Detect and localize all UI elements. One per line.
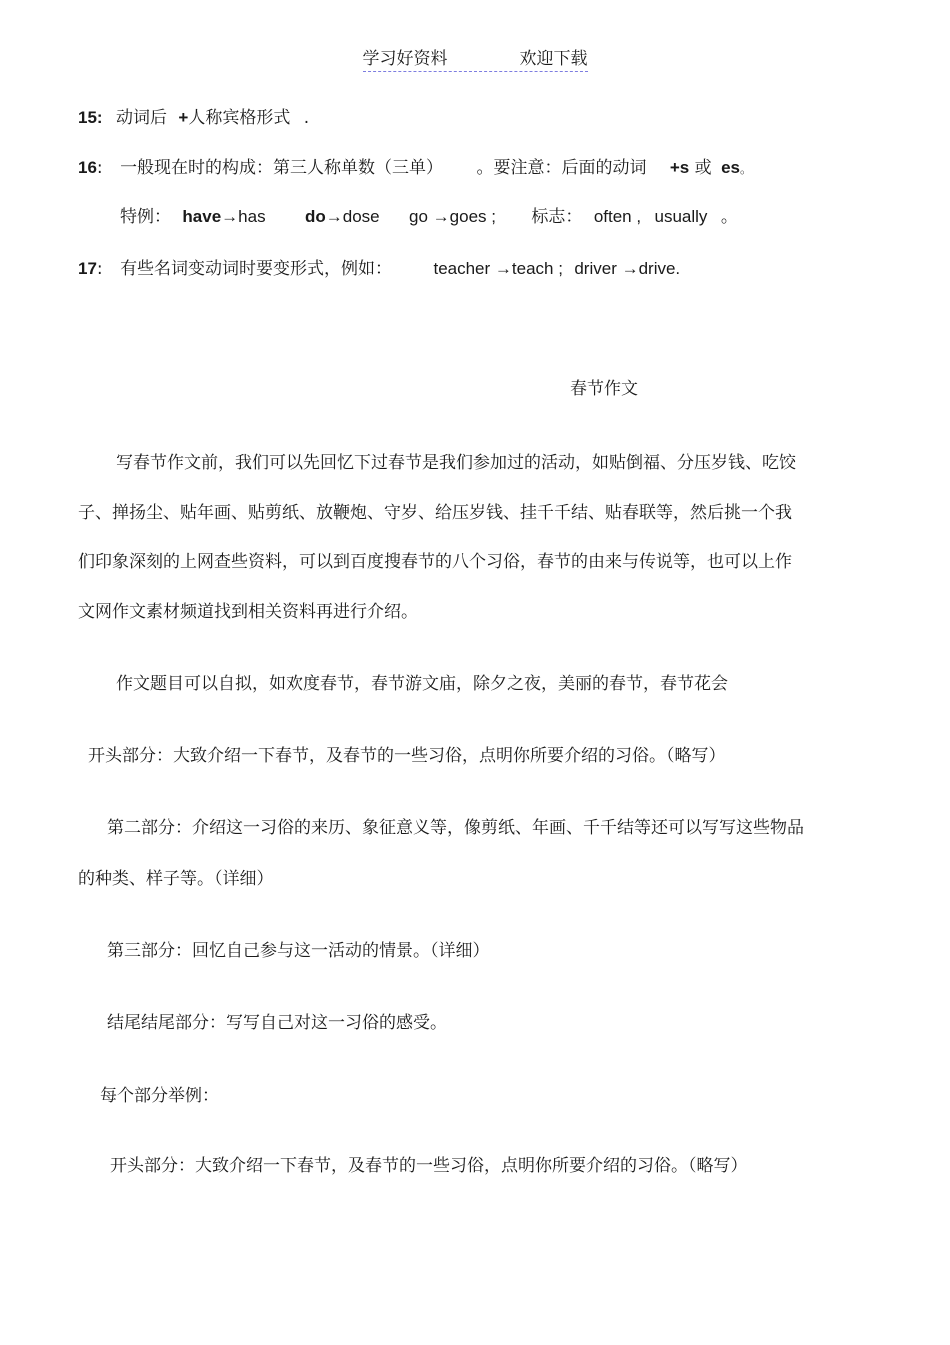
essay-paragraph-2: 作文题目可以自拟，如欢度春节，春节游文庙，除夕之夜，美丽的春节，春节花会: [116, 674, 728, 694]
note-17-example-2: driver →drive.: [574, 259, 681, 278]
note-15-tail: .: [303, 108, 310, 128]
essay-paragraph-1-line-3: 们印象深刻的上网查些资料，可以到百度搜春节的八个习俗，春节的由来与传说等，也可以上作: [78, 552, 792, 572]
essay-paragraph-1-line-1: 写春节作文前，我们可以先回忆下过春节是我们参加过的活动，如贴倒福、分压岁钱、吃饺: [116, 453, 796, 473]
special-often: often ,: [593, 207, 642, 226]
special-sign-label: 标志：: [531, 207, 583, 227]
note-15-text2: 人称宾格形式: [188, 108, 291, 128]
essay-paragraph-1-line-4: 文网作文素材频道找到相关资料再进行介绍。: [78, 602, 418, 622]
note-16-number: 16: [78, 158, 97, 177]
essay-paragraph-6: 结尾结尾部分：写写自己对这一习俗的感受。: [107, 1013, 447, 1033]
note-16-dot: 。: [740, 162, 753, 176]
special-usually: usually: [654, 207, 708, 226]
note-15-number: 15:: [78, 108, 103, 127]
special-do: do: [304, 207, 326, 226]
note-16-colon: :: [96, 158, 103, 178]
header-left-text: 学习好资料: [362, 49, 448, 69]
special-have-to: →has: [221, 207, 266, 226]
header-underline: [363, 49, 588, 72]
special-have: have: [182, 207, 222, 226]
note-17-number: 17: [78, 259, 97, 278]
note-17-example-1: teacher →teach ;: [433, 259, 563, 278]
note-16-text2: 。要注意：后面的动词: [476, 158, 647, 178]
special-go: go →goes ;: [409, 207, 496, 226]
note-17-colon: :: [96, 259, 103, 279]
note-16-es: es: [721, 158, 740, 177]
special-label: 特例：: [120, 207, 171, 227]
essay-paragraph-7: 每个部分举例：: [100, 1086, 219, 1106]
essay-paragraph-5: 第三部分：回忆自己参与这一活动的情景。（详细）: [107, 941, 490, 961]
essay-paragraph-3: 开头部分：大致介绍一下春节，及春节的一些习俗，点明你所要介绍的习俗。（略写）: [88, 746, 726, 766]
note-17-text: 有些名词变动词时要变形式，例如：: [120, 259, 393, 279]
special-do-to: →dose: [325, 207, 380, 226]
note-17: [78, 259, 680, 279]
note-16-text1: 一般现在时的构成：第三人称单数（三单）: [120, 158, 444, 178]
essay-paragraph-4-line-2: 的种类、样子等。（详细）: [78, 869, 274, 889]
special-end: 。: [720, 207, 738, 227]
essay-paragraph-1-line-2: 子、掸扬尘、贴年画、贴剪纸、放鞭炮、守岁、给压岁钱、挂千千结、贴春联等，然后挑一个我: [78, 503, 792, 523]
note-15-plus: +: [178, 108, 189, 127]
note-16-plus-s: +s: [669, 158, 690, 177]
note-16: [78, 158, 752, 178]
page-header: [0, 49, 950, 72]
note-16-or: 或: [694, 158, 712, 178]
essay-paragraph-4-line-1: 第二部分：介绍这一习俗的来历、象征意义等，像剪纸、年画、千千结等还可以写写这些物品: [107, 818, 804, 838]
special-cases: [120, 207, 738, 227]
essay-paragraph-8: 开头部分：大致介绍一下春节，及春节的一些习俗，点明你所要介绍的习俗。（略写）: [110, 1156, 748, 1176]
essay-title: 春节作文: [570, 379, 638, 399]
header-right-text: 欢迎下载: [519, 49, 588, 69]
note-15-text1: 动词后: [115, 108, 167, 128]
note-15: [78, 108, 309, 128]
